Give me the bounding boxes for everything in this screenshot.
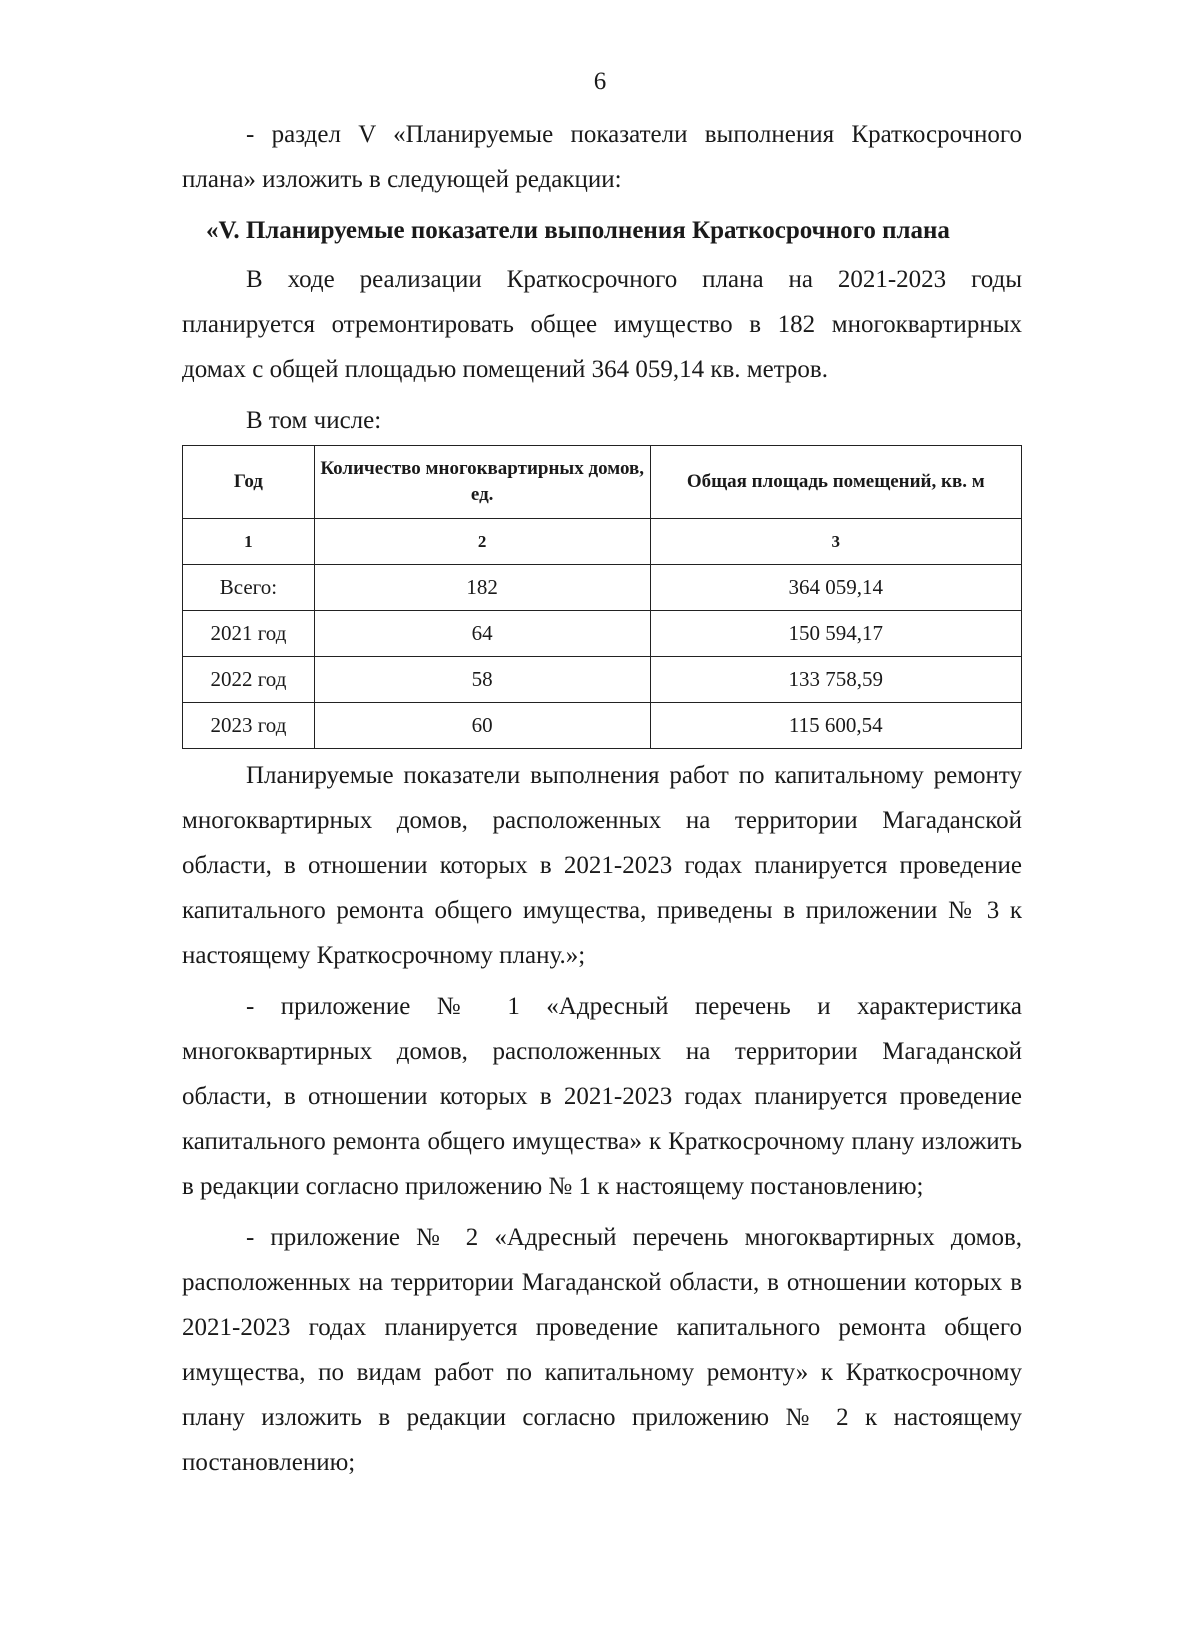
header-area: Общая площадь помещений, кв. м — [650, 446, 1022, 519]
paragraph-appendix-2: - приложение № 2 «Адресный перечень многоквартирных домов, расположенных на территории Магаданской области, в отношении которых в 2021-2023 годах планируется проведение капитального ремонта общего имущества, по видам работ по капитальному ремонту» к Краткосрочному плану изложить в редакции согласно приложению № 2 к настоящему постановлению; — [182, 1224, 1022, 1476]
paragraph-plan-summary: В ходе реализации Краткосрочного плана на 2021-2023 годы планируется отремонтировать общее имущество в 182 многоквартирных домах с общей площадью помещений 364 059,14 кв. метров. — [182, 266, 1022, 383]
cell-year: Всего: — [183, 565, 315, 611]
cell-count: 58 — [314, 657, 650, 703]
cell-year: 2021 год — [183, 611, 315, 657]
table-row — [183, 565, 1022, 611]
paragraph-planned-indicators: Планируемые показатели выполнения работ по капитальному ремонту многоквартирных домов, расположенных на территории Магаданской области, в отношении которых в 2021-2023 годах планируется проведение капитального ремонта общего имущества, приведены в приложении № 3 к настоящему Краткосрочному плану.»; — [182, 762, 1022, 969]
cell-area: 133 758,59 — [650, 657, 1022, 703]
table-row — [183, 611, 1022, 657]
cell-count: 60 — [314, 703, 650, 749]
cell-area: 364 059,14 — [650, 565, 1022, 611]
cell-area: 150 594,17 — [650, 611, 1022, 657]
stats-table — [182, 445, 1022, 749]
table-numbering-row — [183, 519, 1022, 565]
table-intro: В том числе: — [246, 407, 382, 434]
numbering-cell: 3 — [650, 519, 1022, 565]
numbering-cell: 1 — [183, 519, 315, 565]
cell-area: 115 600,54 — [650, 703, 1022, 749]
cell-year: 2023 год — [183, 703, 315, 749]
header-count: Количество многоквартирных домов, ед. — [314, 446, 650, 519]
paragraph-appendix-1: - приложение № 1 «Адресный перечень и характеристика многоквартирных домов, расположенных на территории Магаданской области, в отношении которых в 2021-2023 годах планируется проведение капитального ремонта общего имущества» к Краткосрочному плану изложить в редакции согласно приложению № 1 к настоящему постановлению; — [182, 993, 1022, 1200]
numbering-cell: 2 — [314, 519, 650, 565]
cell-count: 182 — [314, 565, 650, 611]
header-year: Год — [183, 446, 315, 519]
cell-count: 64 — [314, 611, 650, 657]
document-body — [182, 112, 1022, 1491]
page-number: 6 — [593, 68, 607, 95]
table-row — [183, 703, 1022, 749]
table-header-row — [183, 446, 1022, 519]
paragraph-section-v-intro: - раздел V «Планируемые показатели выполнения Краткосрочного плана» изложить в следующей редакции: — [182, 121, 1022, 193]
table-row — [183, 657, 1022, 703]
section-title: «V. Планируемые показатели выполнения Краткосрочного плана — [206, 217, 950, 244]
cell-year: 2022 год — [183, 657, 315, 703]
